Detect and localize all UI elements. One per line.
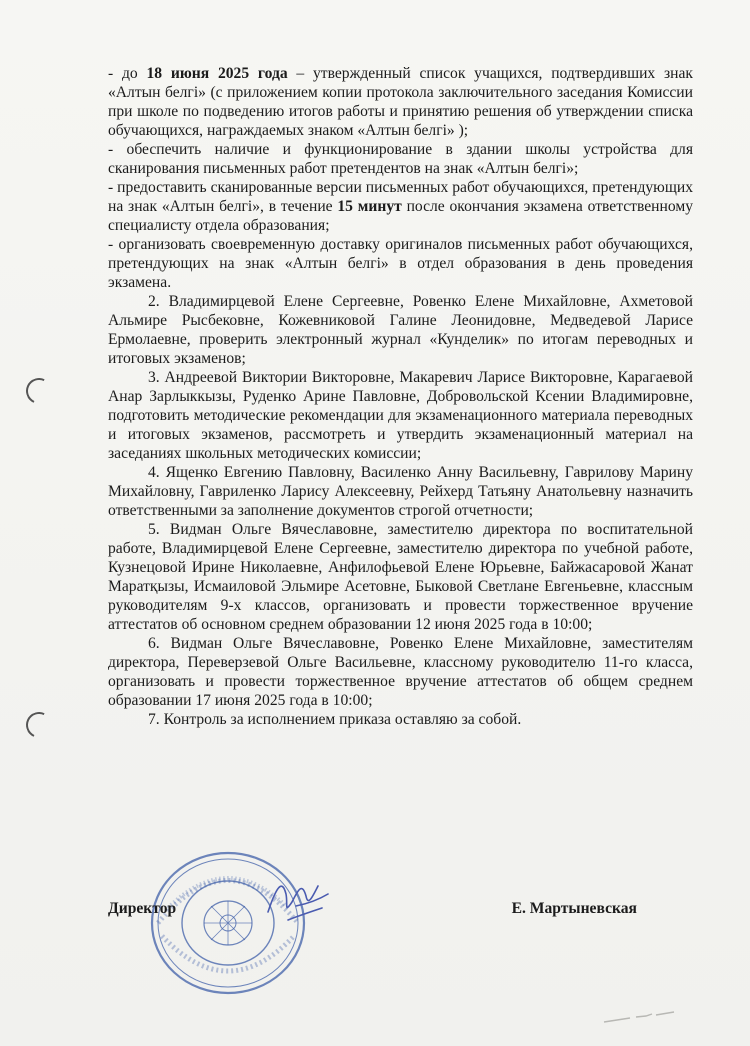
signatory-position: Директор [108, 900, 177, 917]
handwritten-signature [262, 868, 332, 928]
paragraph-scanned-versions: - предоставить сканированные версии письменных работ обучающихся, претендующих на знак «Алтын белгі», в течение 15 минут после окончания экзамена ответственному специалисту отдела образования; [108, 179, 694, 234]
paragraph-delivery: - организовать своевременную доставку оригиналов письменных работ обучающихся, претендующих на знак «Алтын белгі» в отдел образования в день проведения экзамена. [108, 236, 693, 291]
order-item-7: 7. Контроль за исполнением приказа оставляю за собой. [148, 711, 522, 728]
order-item-5: 5. Видман Ольге Вячеславовне, заместителю директора по воспитательной работе, Владимирцевой Елене Сергеевне, заместителю директора по учебной работе, Кузнецовой Ирине Николаевне, Анфилофьевой Елене Юрьевне, Байжасаровой Жанат Маратқызы, Исмаиловой Эльмире Асетовне, Быковой Светлане Евгеньевне, классным руководителям 9-х классов, организовать и провести торжественное вручение аттестатов об основном среднем образовании 12 июня 2025 года в 10:00; [108, 521, 693, 633]
signatory-name: Е. Мартыневская [511, 900, 637, 917]
order-item-2: 2. Владимирцевой Елене Сергеевне, Ровенко Елене Михайловне, Ахметовой Альмире Рысбековне, Кожевниковой Галине Леонидовне, Медведевой Ларисе Ермолаевне, проверить электронный журнал «Кунделик» по итогам переводных и итоговых экзаменов; [108, 293, 693, 367]
scan-artifact-mark [600, 1008, 680, 1030]
order-item-6: 6. Видман Ольге Вячеславовне, Ровенко Елене Михайловне, заместителям директора, Переверзевой Ольге Васильевне, классному руководителю 11-го класса, организовать и провести торжественное вручение аттестатов об общем среднем образовании 17 июня 2025 года в 10:00; [108, 635, 693, 709]
punch-hole-mark [22, 374, 55, 407]
deadline-date: 18 июня 2025 года [146, 65, 288, 82]
time-limit: 15 минут [337, 198, 402, 215]
order-item-3: 3. Андреевой Виктории Викторовне, Макаревич Ларисе Викторовне, Карагаевой Анар Зарлыккызы, Руденко Арине Павловне, Добровольской Ксении Владимировне, подготовить методические рекомендации для экзаменационного материала переводных и итоговых экзаменов, рассмотреть и утвердить экзаменационный материал на заседаниях школьных методических комиссии; [108, 369, 693, 462]
order-item-4: 4. Ященко Евгению Павловну, Василенко Анну Васильевну, Гаврилову Марину Михайловну, Гавриленко Ларису Алексеевну, Рейхерд Татьяну Анатольевну назначить ответственными за заполнение документов строгой отчетности; [108, 464, 693, 519]
paragraph-scanner: - обеспечить наличие и функционирование в здании школы устройства для сканирования письменных работ претендентов на знак «Алтын белгі»; [108, 141, 693, 177]
paragraph-deadline: - до 18 июня 2025 года – утвержденный список учащихся, подтвердивших знак «Алтын белгі» (с приложением копии протокола заключительного заседания Комиссии при школе по подведению итогов работы и принятию решения об утверждении списка обучающихся, награждаемых знаком «Алтын белгі» ); [108, 65, 693, 139]
punch-hole-mark [22, 708, 55, 741]
document-body [108, 64, 693, 729]
